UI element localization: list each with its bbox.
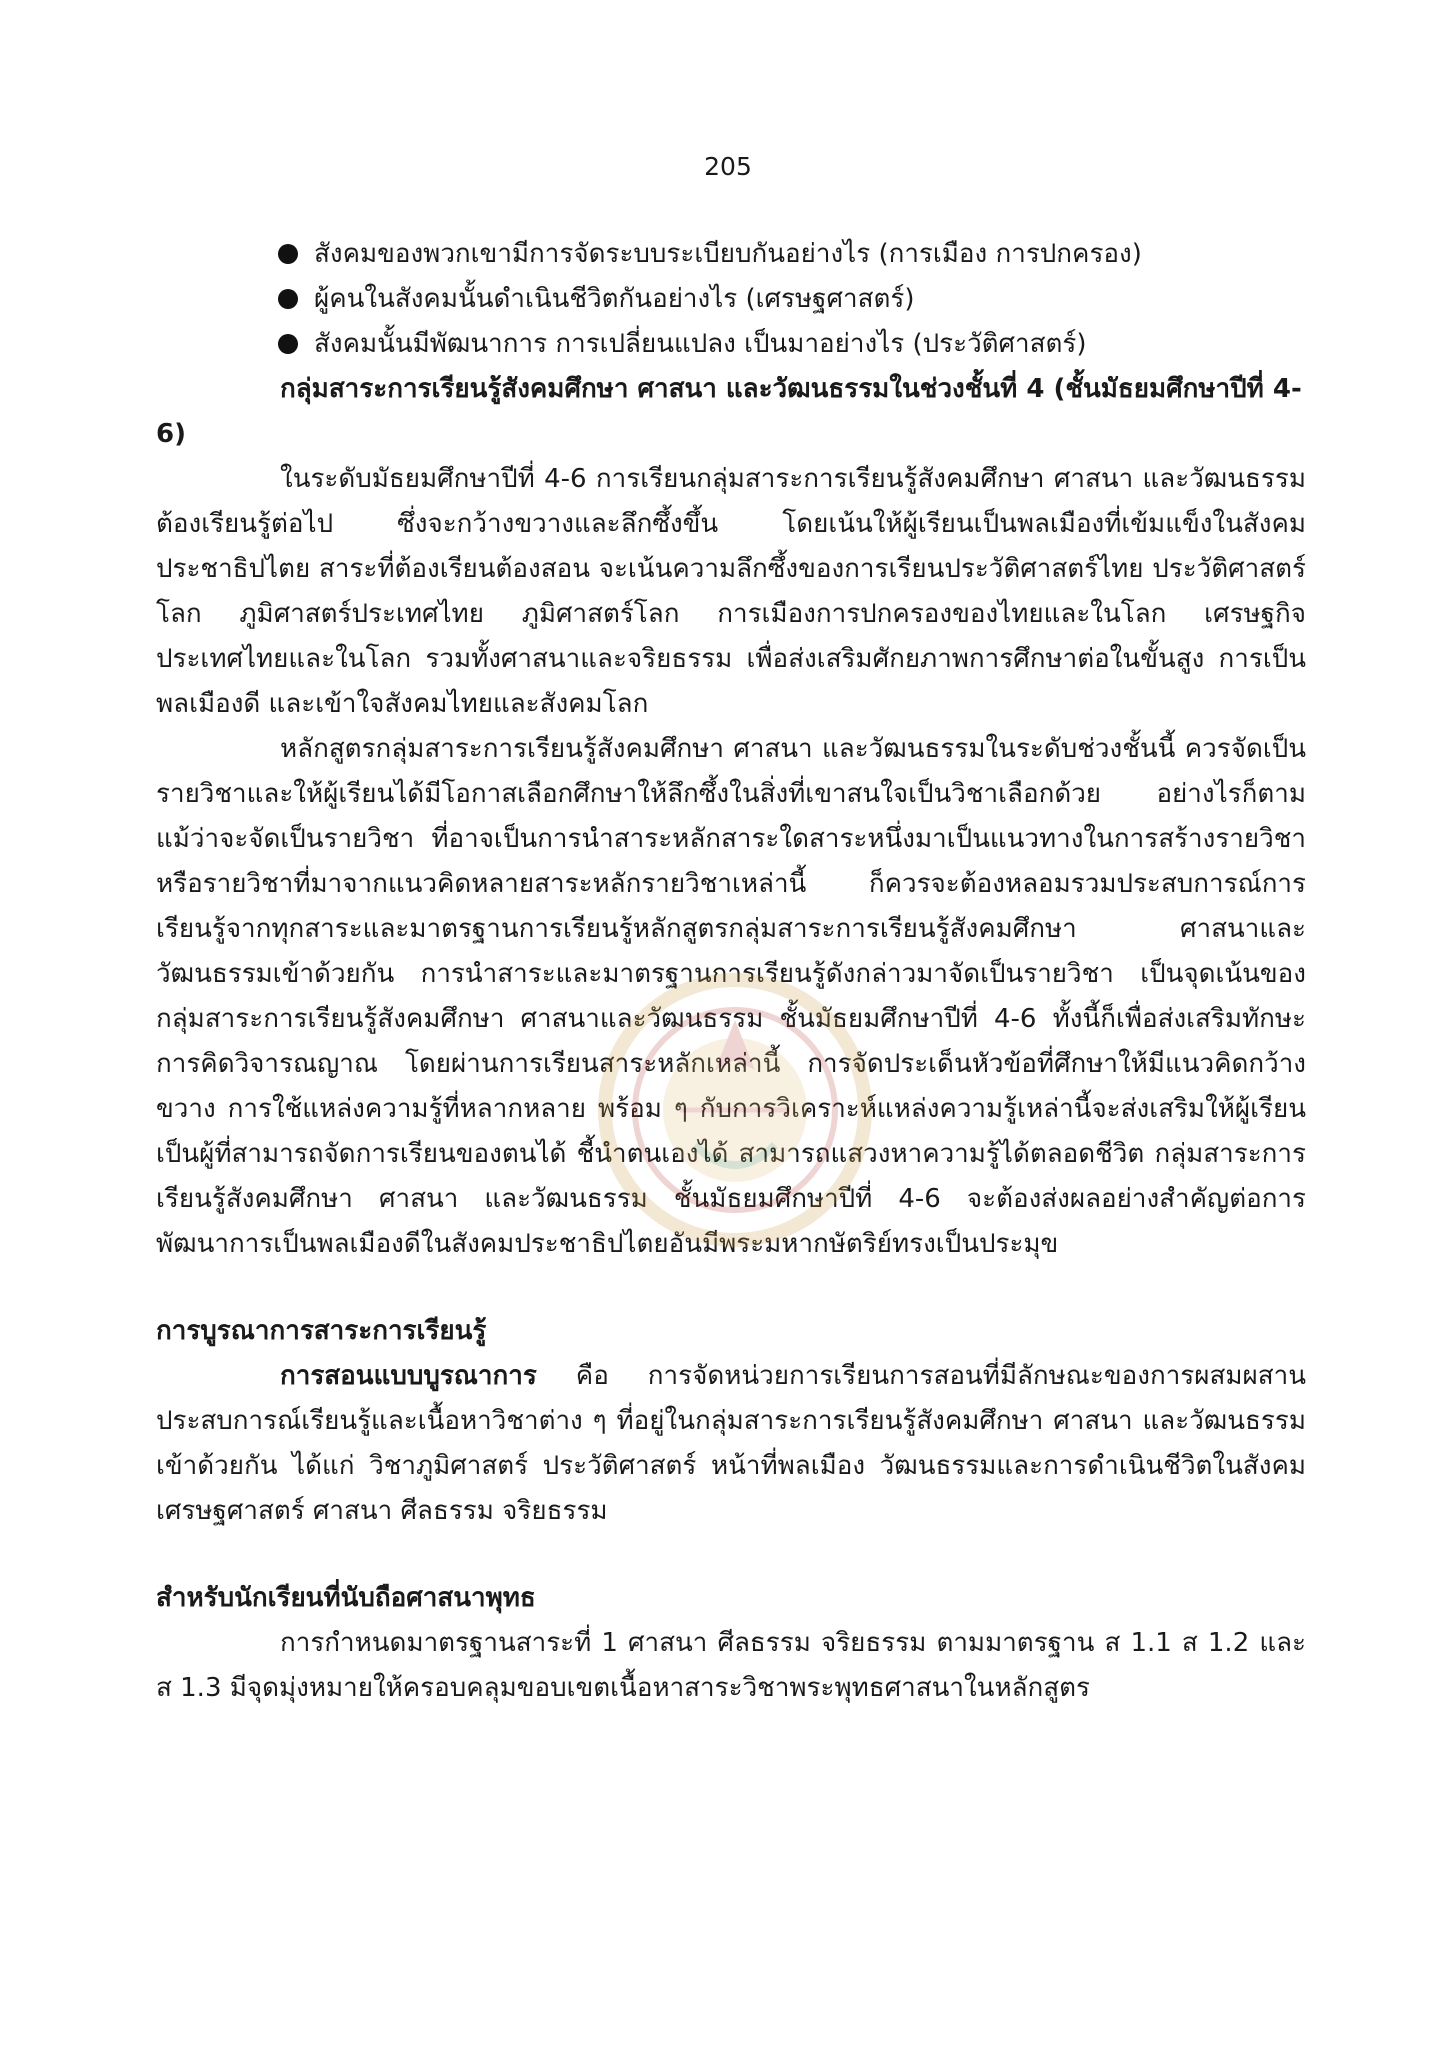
- bullet-item: ผู้คนในสังคมนั้นดำเนินชีวิตกันอย่างไร (เศรษฐศาสตร์): [278, 277, 1306, 322]
- spacer: [156, 1534, 1306, 1576]
- document-body: [156, 232, 1306, 1711]
- page-number: 205: [704, 152, 752, 181]
- paragraph: ในระดับมัธยมศึกษาปีที่ 4-6 การเรียนกลุ่มสาระการเรียนรู้สังคมศึกษา ศาสนา และวัฒนธรรมต้องเรียนรู้ต่อไป ซึ่งจะกว้างขวางและลึกซึ้งขึ้น โดยเน้นให้ผู้เรียนเป็นพลเมืองที่เข้มแข็งในสังคมประชาธิปไตย สาระที่ต้องเรียนต้องสอน จะเน้นความลึกซึ้งของการเรียนประวัติศาสตร์ไทย ประวัติศาสตร์โลก ภูมิศาสตร์ประเทศไทย ภูมิศาสตร์โลก การเมืองการปกครองของไทยและในโลก เศรษฐกิจประเทศไทยและในโลก รวมทั้งศาสนาและจริยธรรม เพื่อส่งเสริมศักยภาพการศึกษาต่อในขั้นสูง การเป็นพลเมืองดี และเข้าใจสังคมไทยและสังคมโลก: [156, 464, 1306, 719]
- section-heading: กลุ่มสาระการเรียนรู้สังคมศึกษา ศาสนา และวัฒนธรรมในช่วงชั้นที่ 4 (ชั้นมัธยมศึกษาปีที่ 4-6): [156, 374, 1302, 449]
- bullet-item: สังคมของพวกเขามีการจัดระบบระเบียบกันอย่างไร (การเมือง การปกครอง): [278, 232, 1306, 277]
- bullet-item: สังคมนั้นมีพัฒนาการ การเปลี่ยนแปลง เป็นมาอย่างไร (ประวัติศาสตร์): [278, 322, 1306, 367]
- paragraph: การกำหนดมาตรฐานสาระที่ 1 ศาสนา ศีลธรรม จริยธรรม ตามมาตรฐาน ส 1.1 ส 1.2 และ ส 1.3 มีจุดมุ่งหมายให้ครอบคลุมขอบเขตเนื้อหาสาระวิชาพระพุทธศาสนาในหลักสูตร: [156, 1628, 1306, 1703]
- bullet-list: [156, 232, 1306, 367]
- paragraph: [156, 1354, 1306, 1534]
- paragraph: หลักสูตรกลุ่มสาระการเรียนรู้สังคมศึกษา ศาสนา และวัฒนธรรมในระดับช่วงชั้นนี้ ควรจัดเป็นรายวิชาและให้ผู้เรียนได้มีโอกาสเลือกศึกษาให้ลึกซึ้งในสิ่งที่เขาสนใจเป็นวิชาเลือกด้วย อย่างไรก็ตาม แม้ว่าจะจัดเป็นรายวิชา ที่อาจเป็นการนำสาระหลักสาระใดสาระหนึ่งมาเป็นแนวทางในการสร้างรายวิชา หรือรายวิชาที่มาจากแนวคิดหลายสาระหลักรายวิชาเหล่านี้ ก็ควรจะต้องหลอมรวมประสบการณ์การเรียนรู้จากทุกสาระและมาตรฐานการเรียนรู้หลักสูตรกลุ่มสาระการเรียนรู้สังคมศึกษา ศาสนาและ วัฒนธรรมเข้าด้วยกัน การนำสาระและมาตรฐานการเรียนรู้ดังกล่าวมาจัดเป็นรายวิชา เป็นจุดเน้นของกลุ่มสาระการเรียนรู้สังคมศึกษา ศาสนาและวัฒนธรรม ชั้นมัธยมศึกษาปีที่ 4-6 ทั้งนี้ก็เพื่อส่งเสริมทักษะการคิดวิจารณญาณ โดยผ่านการเรียนสาระหลักเหล่านี้ การจัดประเด็นหัวข้อที่ศึกษาให้มีแนวคิดกว้างขวาง การใช้แหล่งความรู้ที่หลากหลาย พร้อม ๆ กับการวิเคราะห์แหล่งความรู้เหล่านี้จะส่งเสริมให้ผู้เรียนเป็นผู้ที่สามารถจัดการเรียนของตนได้ ชี้นำตนเองได้ สามารถแสวงหาความรู้ได้ตลอดชีวิต กลุ่มสาระการเรียนรู้สังคมศึกษา ศาสนา และวัฒนธรรม ชั้นมัธยมศึกษาปีที่ 4-6 จะต้องส่งผลอย่างสำคัญต่อการพัฒนาการเป็นพลเมืองดีในสังคมประชาธิปไตยอันมีพระมหากษัตริย์ทรงเป็นประมุข: [156, 734, 1306, 1259]
- spacer: [156, 1267, 1306, 1309]
- paragraph-text: คือ การจัดหน่วยการเรียนการสอนที่มีลักษณะของการผสมผสานประสบการณ์เรียนรู้และเนื้อหาวิชาต่าง ๆ ที่อยู่ในกลุ่มสาระการเรียนรู้สังคมศึกษา ศาสนา และวัฒนธรรม เข้าด้วยกัน ได้แก่ วิชาภูมิศาสตร์ ประวัติศาสตร์ หน้าที่พลเมือง วัฒนธรรมและการดำเนินชีวิตในสังคม เศรษฐศาสตร์ ศาสนา ศีลธรรม จริยธรรม: [156, 1361, 1306, 1526]
- section-title: สำหรับนักเรียนที่นับถือศาสนาพุทธ: [156, 1583, 536, 1613]
- section-title: การบูรณาการสาระการเรียนรู้: [156, 1316, 487, 1346]
- lead-term: การสอนแบบบูรณาการ: [280, 1361, 537, 1391]
